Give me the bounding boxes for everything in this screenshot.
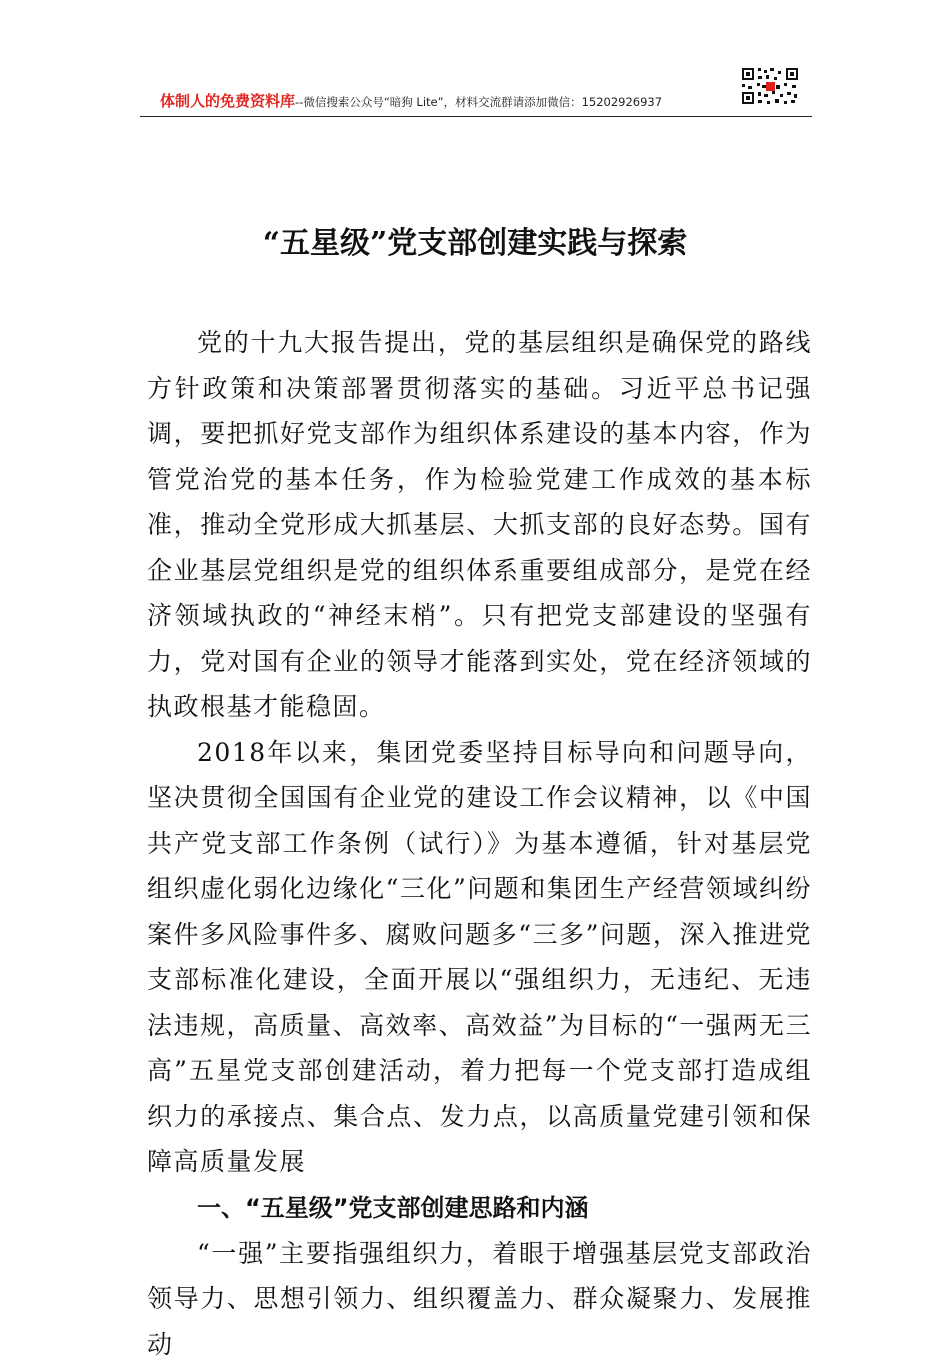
page-header bbox=[140, 80, 812, 117]
paragraph: 2018年以来，集团党委坚持目标导向和问题导向，坚决贯彻全国国有企业党的建设工作会议精神，以《中国共产党支部工作条例（试行）》为基本遵循，针对基层党组织虚化弱化边缘化“三化”问题和集团生产经营领域纠纷案件多风险事件多、腐败问题多“三多”问题，深入推进党支部标准化建设，全面开展以“强组织力，无违纪、无违法违规，高质量、高效率、高效益”为目标的“一强两无三高”五星党支部创建活动，着力把每一个党支部打造成组织力的承接点、集合点、发力点，以高质量党建引领和保障高质量发展 bbox=[147, 730, 812, 1185]
header-brand: 体制人的免费资料库 bbox=[160, 92, 295, 110]
document-title: “五星级”党支部创建实践与探索 bbox=[0, 218, 950, 262]
header-line bbox=[160, 90, 662, 111]
paragraph: 党的十九大报告提出，党的基层组织是确保党的路线方针政策和决策部署贯彻落实的基础。习近平总书记强调，要把抓好党支部作为组织体系建设的基本内容，作为管党治党的基本任务，作为检验党建工作成效的基本标准，推动全党形成大抓基层、大抓支部的良好态势。国有企业基层党组织是党的组织体系重要组成部分，是党在经济领域执政的“神经末梢”。只有把党支部建设的坚强有力，党对国有企业的领导才能落到实处，党在经济领域的执政根基才能稳固。 bbox=[147, 320, 812, 730]
qr-code-icon bbox=[740, 66, 800, 106]
section-heading: 一、“五星级”党支部创建思路和内涵 bbox=[147, 1185, 812, 1231]
paragraph: “一强”主要指强组织力，着眼于增强基层党支部政治领导力、思想引领力、组织覆盖力、群众凝聚力、发展推动 bbox=[147, 1231, 812, 1367]
document-body bbox=[147, 320, 812, 1367]
header-text: --微信搜索公众号“暗狗 Lite”，材料交流群请添加微信：15202926937 bbox=[295, 95, 662, 109]
